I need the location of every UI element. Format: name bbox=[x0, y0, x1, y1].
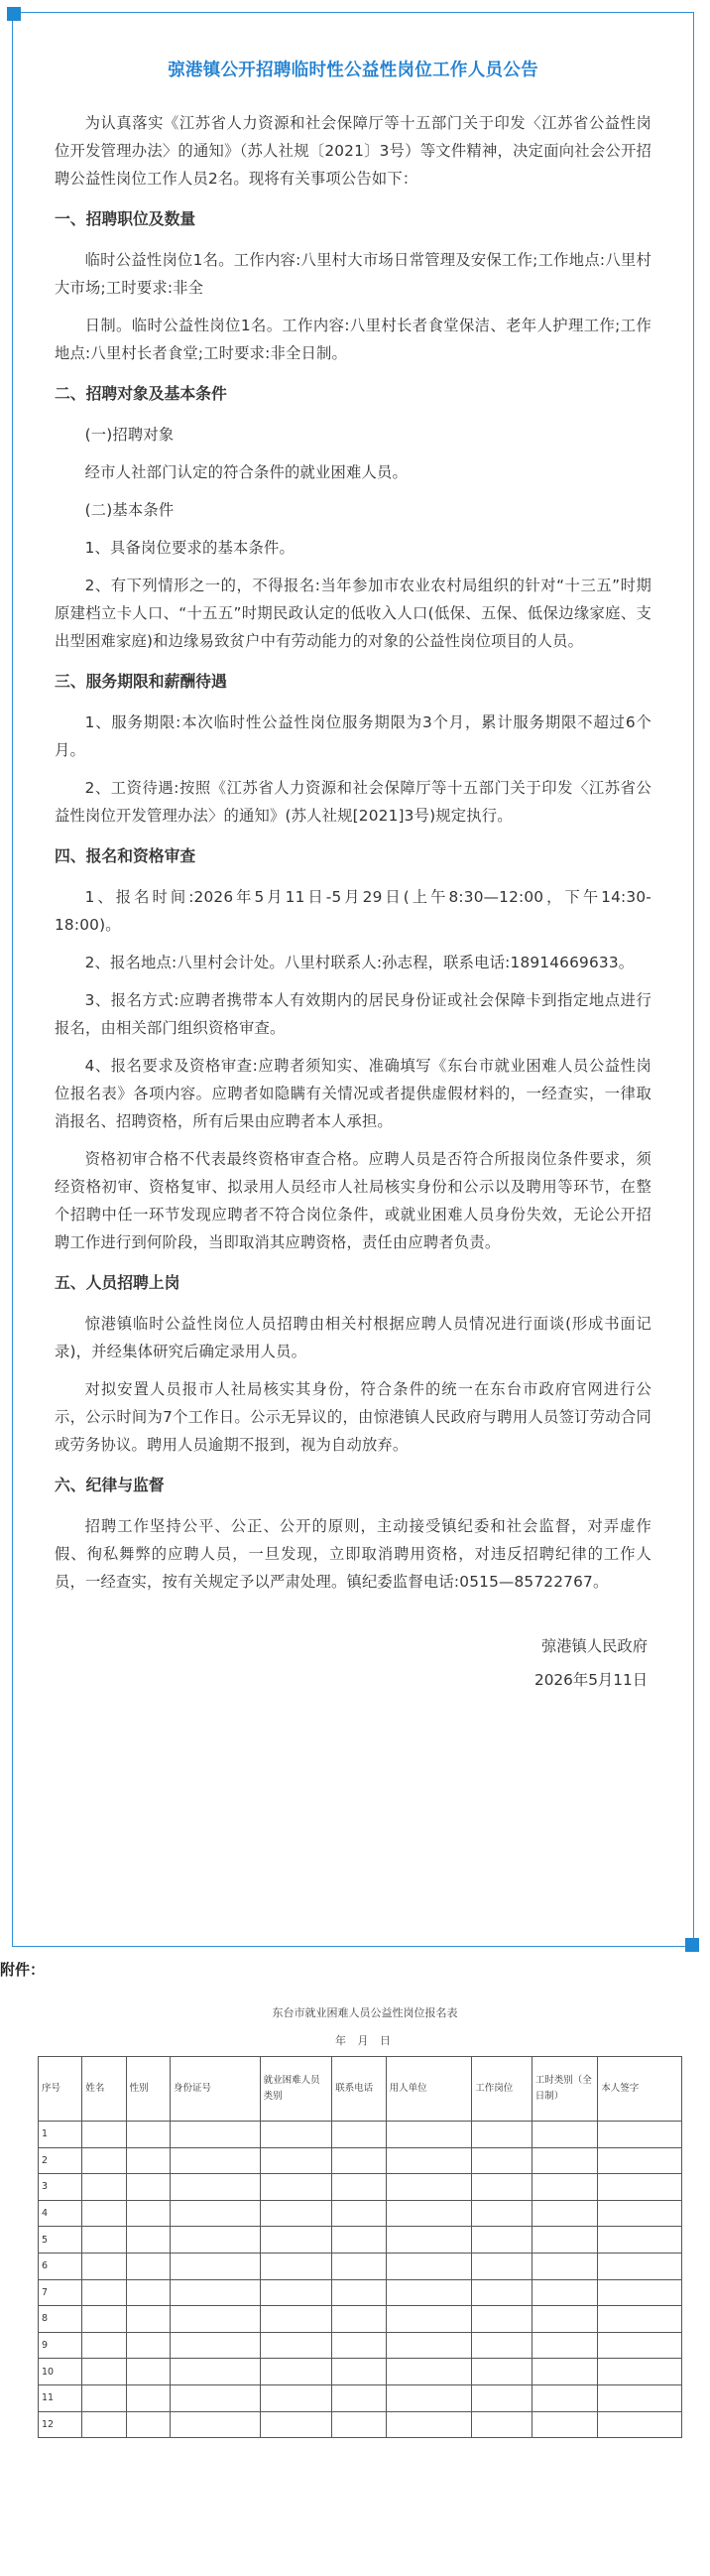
eligibility-paragraph-2: 1、具备岗位要求的基本条件。 bbox=[84, 539, 295, 557]
table-cell bbox=[598, 2384, 682, 2411]
table-cell bbox=[332, 2279, 386, 2306]
section-heading-onboarding: 五、人员招聘上岗 bbox=[55, 1273, 180, 1292]
table-cell bbox=[472, 2306, 532, 2333]
table-cell bbox=[170, 2253, 260, 2279]
table-cell bbox=[332, 2306, 386, 2333]
table-cell bbox=[126, 2411, 170, 2438]
form-title: 东台市就业困难人员公益性岗位报名表 bbox=[272, 2006, 458, 2019]
table-cell bbox=[472, 2227, 532, 2254]
row-number-cell: 9 bbox=[39, 2332, 82, 2359]
table-column-header: 身份证号 bbox=[170, 2057, 260, 2122]
registration-form bbox=[30, 1985, 700, 2438]
table-cell bbox=[260, 2279, 332, 2306]
term-paragraph-1: 1、服务期限:本次临时性公益性岗位服务期限为3个月，累计服务期限不超过6个月。 bbox=[55, 713, 651, 759]
row-number-cell: 5 bbox=[39, 2227, 82, 2254]
table-cell bbox=[532, 2384, 598, 2411]
row-number-cell: 4 bbox=[39, 2200, 82, 2227]
positions-paragraph-2: 日制。临时公益性岗位1名。工作内容:八里村长者食堂保洁、老年人护理工作;工作地点:八里村长者食堂;工时要求:非全日制。 bbox=[55, 317, 651, 362]
section-heading-positions: 一、招聘职位及数量 bbox=[55, 209, 196, 228]
eligibility-paragraph-3: 2、有下列情形之一的，不得报名:当年参加市农业农村局组织的针对“十三五”时期原建档立卡人口、“十五五”时期民政认定的低收入人口(低保、五保、低保边缘家庭、支出型困难家庭)和边缘易致贫户中有劳动能力的对象的公益性岗位项目的人员。 bbox=[55, 577, 651, 650]
table-cell bbox=[260, 2253, 332, 2279]
table-cell bbox=[532, 2411, 598, 2438]
table-cell bbox=[598, 2279, 682, 2306]
eligibility-paragraph-1: 经市人社部门认定的符合条件的就业困难人员。 bbox=[84, 463, 409, 481]
table-cell bbox=[332, 2332, 386, 2359]
onboarding-paragraph-1: 惊港镇临时公益性岗位人员招聘由相关村根据应聘人员情况进行面谈(形成书面记录)，并经集体研究后确定录用人员。 bbox=[55, 1315, 651, 1360]
table-cell bbox=[260, 2200, 332, 2227]
table-cell bbox=[170, 2411, 260, 2438]
table-column-header: 工作岗位 bbox=[472, 2057, 532, 2122]
table-cell bbox=[260, 2332, 332, 2359]
registration-paragraph-1: 1、报名时间:2026年5月11日-5月29日(上午8:30—12:00，下午14:30-18:00)。 bbox=[55, 888, 651, 934]
table-cell bbox=[598, 2122, 682, 2148]
table-row bbox=[39, 2253, 682, 2279]
table-cell bbox=[472, 2359, 532, 2385]
table-cell bbox=[532, 2200, 598, 2227]
table-cell bbox=[126, 2359, 170, 2385]
table-column-header: 本人签字 bbox=[598, 2057, 682, 2122]
table-cell bbox=[170, 2359, 260, 2385]
table-cell bbox=[170, 2147, 260, 2174]
table-cell bbox=[598, 2174, 682, 2201]
row-number-cell: 7 bbox=[39, 2279, 82, 2306]
table-cell bbox=[532, 2279, 598, 2306]
table-column-header: 联系电话 bbox=[332, 2057, 386, 2122]
table-column-header: 姓名 bbox=[82, 2057, 126, 2122]
table-cell bbox=[386, 2306, 472, 2333]
table-cell bbox=[126, 2279, 170, 2306]
table-cell bbox=[598, 2411, 682, 2438]
table-cell bbox=[472, 2147, 532, 2174]
row-number-cell: 6 bbox=[39, 2253, 82, 2279]
table-column-header: 就业困难人员类别 bbox=[260, 2057, 332, 2122]
table-cell bbox=[82, 2174, 126, 2201]
table-cell bbox=[170, 2122, 260, 2148]
table-column-header: 用人单位 bbox=[386, 2057, 472, 2122]
table-cell bbox=[472, 2279, 532, 2306]
table-cell bbox=[126, 2227, 170, 2254]
table-cell bbox=[598, 2332, 682, 2359]
table-cell bbox=[472, 2122, 532, 2148]
table-cell bbox=[332, 2147, 386, 2174]
registration-paragraph-3: 3、报名方式:应聘者携带本人有效期内的居民身份证或社会保障卡到指定地点进行报名，由相关部门组织资格审查。 bbox=[55, 991, 651, 1037]
table-cell bbox=[532, 2359, 598, 2385]
table-cell bbox=[472, 2384, 532, 2411]
table-row bbox=[39, 2411, 682, 2438]
table-cell bbox=[170, 2306, 260, 2333]
table-cell bbox=[386, 2411, 472, 2438]
table-cell bbox=[260, 2306, 332, 2333]
table-row bbox=[39, 2306, 682, 2333]
table-header-row bbox=[39, 2057, 682, 2122]
notice-frame bbox=[12, 12, 694, 1947]
table-cell bbox=[126, 2253, 170, 2279]
table-cell bbox=[82, 2384, 126, 2411]
table-cell bbox=[598, 2227, 682, 2254]
signature-organization: 弶港镇人民政府 bbox=[540, 1637, 648, 1655]
table-cell bbox=[260, 2359, 332, 2385]
table-cell bbox=[386, 2384, 472, 2411]
section-heading-eligibility: 二、招聘对象及基本条件 bbox=[55, 384, 227, 403]
table-cell bbox=[260, 2147, 332, 2174]
intro-paragraph: 为认真落实《江苏省人力资源和社会保障厅等十五部门关于印发〈江苏省公益性岗位开发管理办法〉的通知》（苏人社规〔2021〕3号）等文件精神，决定面向社会公开招聘公益性岗位工作人员2名。现将有关事项公告如下： bbox=[55, 114, 651, 188]
table-column-header: 性别 bbox=[126, 2057, 170, 2122]
positions-paragraph-1: 临时公益性岗位1名。工作内容:八里村大市场日常管理及安保工作;工作地点:八里村大市场;工时要求:非全 bbox=[55, 251, 651, 297]
notice-title: 弶港镇公开招聘临时性公益性岗位工作人员公告 bbox=[168, 61, 538, 80]
table-cell bbox=[598, 2200, 682, 2227]
table-row bbox=[39, 2227, 682, 2254]
table-cell bbox=[472, 2253, 532, 2279]
table-cell bbox=[332, 2384, 386, 2411]
table-cell bbox=[170, 2227, 260, 2254]
table-cell bbox=[386, 2253, 472, 2279]
table-cell bbox=[598, 2306, 682, 2333]
table-cell bbox=[170, 2174, 260, 2201]
table-row bbox=[39, 2174, 682, 2201]
corner-decoration-top-left bbox=[7, 7, 21, 21]
table-row bbox=[39, 2332, 682, 2359]
table-cell bbox=[126, 2332, 170, 2359]
table-cell bbox=[472, 2200, 532, 2227]
registration-table bbox=[38, 2056, 682, 2438]
table-cell bbox=[82, 2253, 126, 2279]
table-cell bbox=[82, 2227, 126, 2254]
table-cell bbox=[260, 2227, 332, 2254]
table-cell bbox=[170, 2279, 260, 2306]
table-cell bbox=[598, 2253, 682, 2279]
table-cell bbox=[126, 2174, 170, 2201]
table-cell bbox=[386, 2227, 472, 2254]
table-cell bbox=[532, 2253, 598, 2279]
notice-body bbox=[13, 13, 693, 1697]
discipline-paragraph: 招聘工作坚持公平、公正、公开的原则，主动接受镇纪委和社会监督，对弄虚作假、徇私舞弊的应聘人员，一旦发现，立即取消聘用资格，对违反招聘纪律的工作人员，一经查实，按有关规定予以严肃处理。镇纪委监督电话:0515—85722767。 bbox=[55, 1517, 651, 1591]
table-cell bbox=[532, 2147, 598, 2174]
table-cell bbox=[260, 2411, 332, 2438]
row-number-cell: 3 bbox=[39, 2174, 82, 2201]
table-cell bbox=[386, 2174, 472, 2201]
table-cell bbox=[386, 2279, 472, 2306]
table-row bbox=[39, 2279, 682, 2306]
table-cell bbox=[260, 2384, 332, 2411]
row-number-cell: 10 bbox=[39, 2359, 82, 2385]
row-number-cell: 2 bbox=[39, 2147, 82, 2174]
table-cell bbox=[532, 2122, 598, 2148]
table-cell bbox=[598, 2359, 682, 2385]
table-row bbox=[39, 2359, 682, 2385]
table-cell bbox=[82, 2411, 126, 2438]
table-column-header: 序号 bbox=[39, 2057, 82, 2122]
table-cell bbox=[126, 2306, 170, 2333]
signature-date: 2026年5月11日 bbox=[533, 1671, 648, 1689]
table-cell bbox=[472, 2411, 532, 2438]
row-number-cell: 12 bbox=[39, 2411, 82, 2438]
table-cell bbox=[532, 2332, 598, 2359]
registration-paragraph-4: 4、报名要求及资格审查:应聘者须知实、准确填写《东台市就业困难人员公益性岗位报名表》各项内容。应聘者如隐瞒有关情况或者提供虚假材料的，一经查实，一律取消报名、招聘资格，所有后果由应聘者本人承担。 bbox=[55, 1057, 651, 1130]
eligibility-subheading-target: (一)招聘对象 bbox=[84, 426, 175, 444]
term-paragraph-2: 2、工资待遇:按照《江苏省人力资源和社会保障厅等十五部门关于印发〈江苏省公益性岗位开发管理办法〉的通知》(苏人社规[2021]3号)规定执行。 bbox=[55, 779, 651, 825]
table-cell bbox=[82, 2306, 126, 2333]
table-cell bbox=[386, 2147, 472, 2174]
table-cell bbox=[532, 2306, 598, 2333]
section-heading-discipline: 六、纪律与监督 bbox=[55, 1476, 165, 1494]
table-cell bbox=[82, 2359, 126, 2385]
table-cell bbox=[260, 2122, 332, 2148]
row-number-cell: 1 bbox=[39, 2122, 82, 2148]
table-row bbox=[39, 2384, 682, 2411]
table-row bbox=[39, 2200, 682, 2227]
table-cell bbox=[332, 2174, 386, 2201]
table-cell bbox=[126, 2147, 170, 2174]
table-cell bbox=[332, 2200, 386, 2227]
table-cell bbox=[170, 2332, 260, 2359]
table-cell bbox=[386, 2359, 472, 2385]
table-cell bbox=[126, 2200, 170, 2227]
table-cell bbox=[170, 2200, 260, 2227]
onboarding-paragraph-2: 对拟安置人员报市人社局核实其身份，符合条件的统一在东台市政府官网进行公示，公示时间为7个工作日。公示无异议的，由惊港镇人民政府与聘用人员签订劳动合同或劳务协议。聘用人员逾期不报到，视为自动放弃。 bbox=[55, 1380, 651, 1454]
table-cell bbox=[386, 2200, 472, 2227]
section-heading-term-pay: 三、服务期限和薪酬待遇 bbox=[55, 672, 227, 691]
table-cell bbox=[82, 2147, 126, 2174]
eligibility-subheading-conditions: (二)基本条件 bbox=[84, 501, 175, 519]
form-date: 年 月 日 bbox=[335, 2034, 395, 2047]
table-cell bbox=[82, 2200, 126, 2227]
attachment-label: 附件： bbox=[0, 1961, 46, 1979]
registration-paragraph-2: 2、报名地点:八里村会计处。八里村联系人:孙志程，联系电话:18914669633。 bbox=[84, 954, 635, 971]
table-cell bbox=[126, 2122, 170, 2148]
table-cell bbox=[386, 2332, 472, 2359]
table-cell bbox=[332, 2253, 386, 2279]
table-cell bbox=[332, 2122, 386, 2148]
table-cell bbox=[82, 2122, 126, 2148]
table-cell bbox=[532, 2174, 598, 2201]
row-number-cell: 11 bbox=[39, 2384, 82, 2411]
table-cell bbox=[598, 2147, 682, 2174]
table-column-header: 工时类别（全日制） bbox=[532, 2057, 598, 2122]
table-cell bbox=[332, 2359, 386, 2385]
table-row bbox=[39, 2147, 682, 2174]
table-cell bbox=[126, 2384, 170, 2411]
table-cell bbox=[260, 2174, 332, 2201]
table-cell bbox=[82, 2332, 126, 2359]
table-cell bbox=[386, 2122, 472, 2148]
table-cell bbox=[532, 2227, 598, 2254]
table-cell bbox=[82, 2279, 126, 2306]
table-cell bbox=[472, 2174, 532, 2201]
table-cell bbox=[332, 2411, 386, 2438]
registration-paragraph-5: 资格初审合格不代表最终资格审查合格。应聘人员是否符合所报岗位条件要求，须经资格初审、资格复审、拟录用人员经市人社局核实身份和公示以及聘用等环节，在整个招聘中任一环节发现应聘者不符合岗位条件，或就业困难人员身份失效，无论公开招聘工作进行到何阶段，当即取消其应聘资格，责任由应聘者负责。 bbox=[55, 1150, 651, 1251]
row-number-cell: 8 bbox=[39, 2306, 82, 2333]
section-heading-registration: 四、报名和资格审查 bbox=[55, 846, 196, 865]
corner-decoration-bottom-right bbox=[685, 1938, 699, 1952]
table-row bbox=[39, 2122, 682, 2148]
table-cell bbox=[170, 2384, 260, 2411]
table-cell bbox=[472, 2332, 532, 2359]
table-cell bbox=[332, 2227, 386, 2254]
